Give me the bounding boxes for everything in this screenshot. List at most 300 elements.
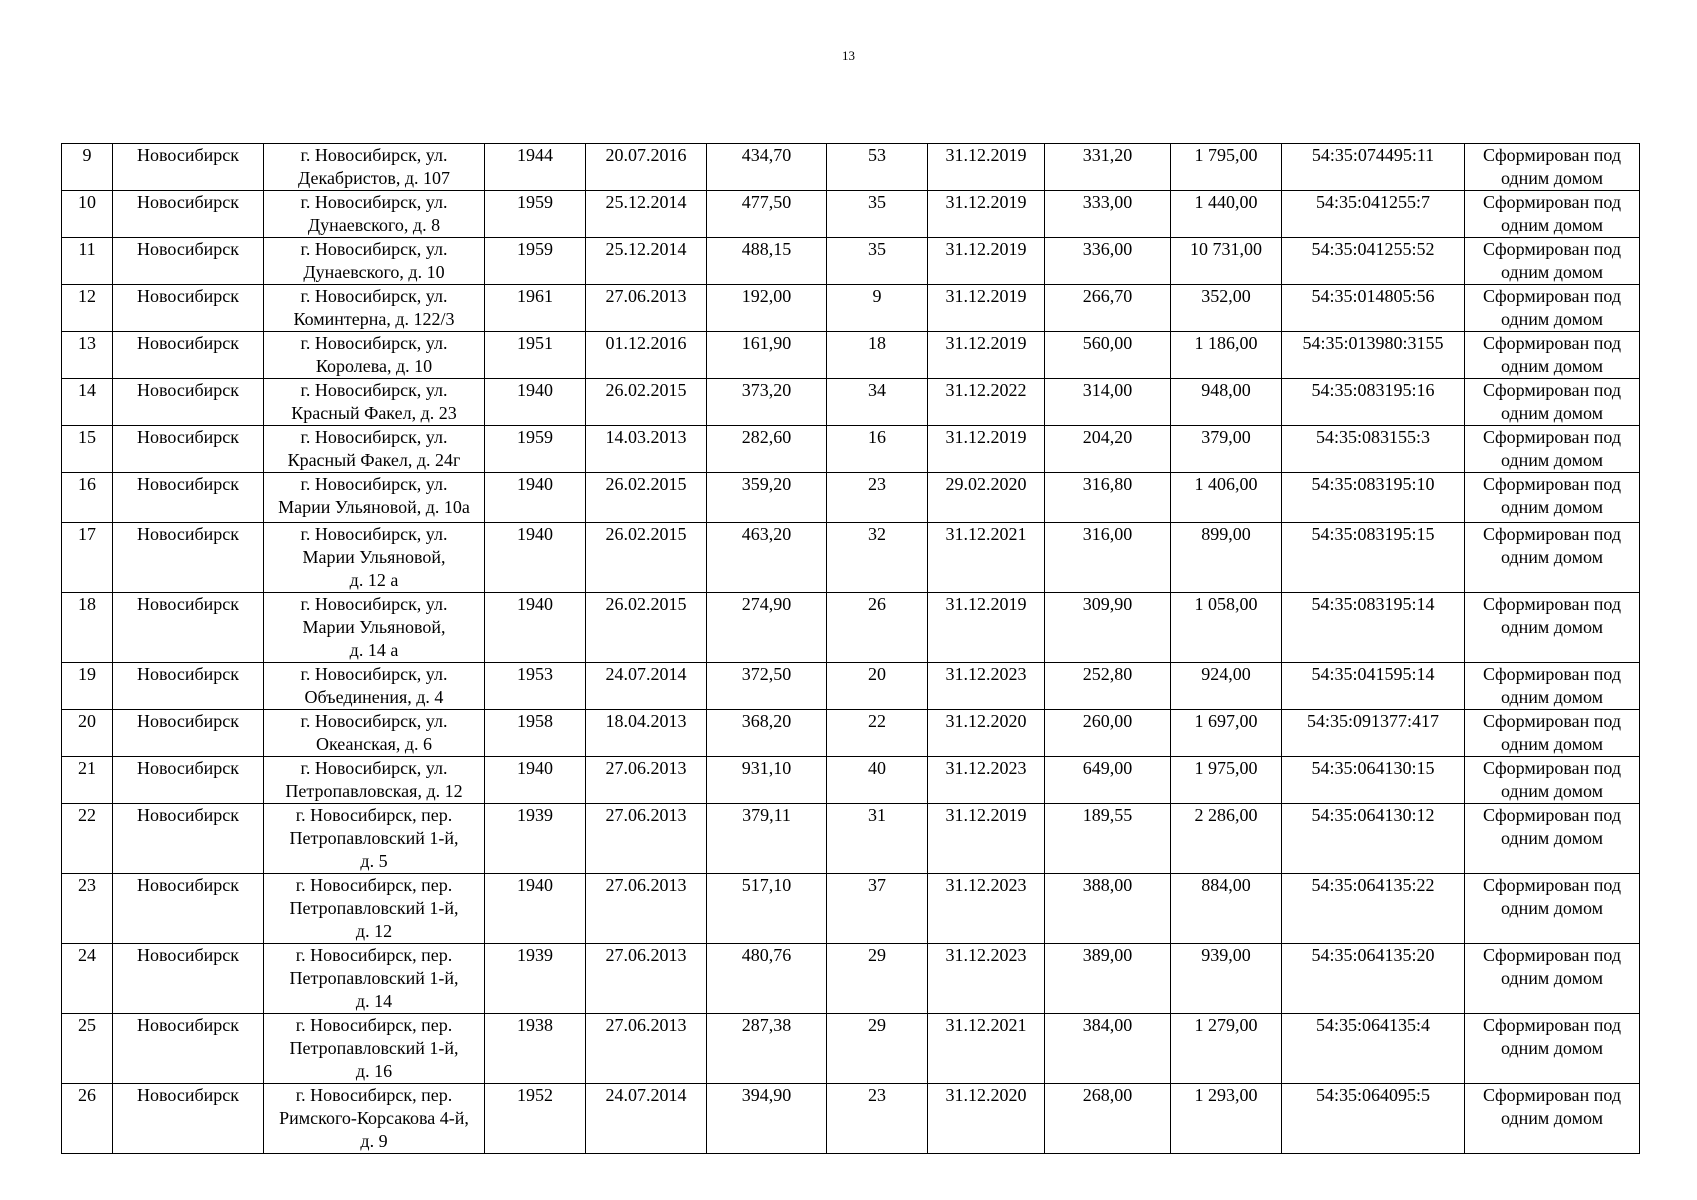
cell-cadastral-number: 54:35:083195:10	[1282, 473, 1465, 523]
cell-land-area: 379,00	[1171, 426, 1282, 473]
cell-address-line: Римского-Корсакова 4-й,	[279, 1108, 469, 1128]
cell-city: Новосибирск	[113, 1014, 264, 1084]
cell-residents: 31	[827, 804, 928, 874]
cell-land-area: 1 293,00	[1171, 1084, 1282, 1154]
cell-residents: 23	[827, 1084, 928, 1154]
cell-status-line: Сформирован под	[1482, 875, 1622, 895]
cell-residents: 26	[827, 593, 928, 663]
cell-cadastral-number: 54:35:064130:15	[1282, 757, 1465, 804]
cell-cadastral-number: 54:35:083195:14	[1282, 593, 1465, 663]
cell-status-line: Сформирован под	[1482, 427, 1622, 447]
cell-deadline: 31.12.2023	[928, 757, 1045, 804]
cell-address-line: г. Новосибирск, ул.	[300, 594, 448, 614]
cell-row-number: 24	[62, 944, 113, 1014]
cell-address	[264, 1014, 485, 1084]
cell-living-area: 260,00	[1045, 710, 1171, 757]
cell-year: 1953	[485, 663, 586, 710]
cell-row-number: 11	[62, 238, 113, 285]
cell-date: 27.06.2013	[586, 804, 707, 874]
cell-status-line: Сформирован под	[1482, 333, 1622, 353]
cell-address-line: г. Новосибирск, ул.	[300, 711, 448, 731]
cell-status-line: одним домом	[1500, 547, 1604, 567]
cell-status	[1465, 523, 1640, 593]
cell-year: 1938	[485, 1014, 586, 1084]
cell-address-line: д. 16	[355, 1061, 393, 1081]
cell-address	[264, 285, 485, 332]
cell-living-area: 252,80	[1045, 663, 1171, 710]
cell-address-line: Океанская, д. 6	[315, 734, 432, 754]
cell-land-area: 884,00	[1171, 874, 1282, 944]
cell-row-number: 15	[62, 426, 113, 473]
cell-address-line: г. Новосибирск, ул.	[300, 758, 448, 778]
cell-row-number: 20	[62, 710, 113, 757]
table-row	[62, 710, 1640, 757]
cell-status-line: Сформирован под	[1482, 239, 1622, 259]
cell-area: 287,38	[707, 1014, 827, 1084]
cell-area: 379,11	[707, 804, 827, 874]
cell-address-line: д. 14	[355, 991, 393, 1011]
cell-status	[1465, 1014, 1640, 1084]
cell-residents: 34	[827, 379, 928, 426]
cell-status-line: одним домом	[1500, 1108, 1604, 1128]
cell-address-line: д. 12 а	[349, 570, 399, 590]
cell-address-line: Объединения, д. 4	[304, 687, 444, 707]
cell-year: 1940	[485, 874, 586, 944]
cell-residents: 35	[827, 191, 928, 238]
cell-deadline: 31.12.2019	[928, 238, 1045, 285]
housing-registry-table	[61, 143, 1640, 1154]
cell-residents: 18	[827, 332, 928, 379]
cell-deadline: 31.12.2019	[928, 426, 1045, 473]
cell-living-area: 314,00	[1045, 379, 1171, 426]
cell-status-line: одним домом	[1500, 828, 1604, 848]
cell-status-line: Сформирован под	[1482, 192, 1622, 212]
cell-area: 394,90	[707, 1084, 827, 1154]
cell-status-line: Сформирован под	[1482, 805, 1622, 825]
cell-address-line: Дунаевского, д. 10	[303, 262, 445, 282]
cell-area: 488,15	[707, 238, 827, 285]
cell-year: 1940	[485, 523, 586, 593]
cell-address	[264, 663, 485, 710]
cell-address	[264, 473, 485, 523]
cell-row-number: 22	[62, 804, 113, 874]
cell-date: 27.06.2013	[586, 874, 707, 944]
cell-date: 01.12.2016	[586, 332, 707, 379]
cell-year: 1959	[485, 191, 586, 238]
cell-status-line: одним домом	[1500, 403, 1604, 423]
cell-address-line: г. Новосибирск, пер.	[295, 945, 453, 965]
cell-address	[264, 191, 485, 238]
page-number: 13	[842, 48, 855, 63]
cell-row-number: 18	[62, 593, 113, 663]
cell-cadastral-number: 54:35:091377:417	[1282, 710, 1465, 757]
cell-address-line: г. Новосибирск, ул.	[300, 664, 448, 684]
table-row	[62, 473, 1640, 523]
cell-status-line: одним домом	[1500, 781, 1604, 801]
cell-status-line: одним домом	[1500, 168, 1604, 188]
cell-address-line: г. Новосибирск, ул.	[300, 192, 448, 212]
cell-status	[1465, 757, 1640, 804]
cell-residents: 23	[827, 473, 928, 523]
cell-residents: 9	[827, 285, 928, 332]
cell-address-line: Марии Ульяновой, д. 10а	[278, 497, 470, 517]
cell-address-line: Петропавловская, д. 12	[285, 781, 463, 801]
cell-address	[264, 379, 485, 426]
table-row	[62, 238, 1640, 285]
cell-area: 480,76	[707, 944, 827, 1014]
cell-cadastral-number: 54:35:064130:12	[1282, 804, 1465, 874]
cell-year: 1951	[485, 332, 586, 379]
cell-residents: 35	[827, 238, 928, 285]
cell-land-area: 1 186,00	[1171, 332, 1282, 379]
cell-city: Новосибирск	[113, 757, 264, 804]
cell-cadastral-number: 54:35:083155:3	[1282, 426, 1465, 473]
cell-city: Новосибирск	[113, 944, 264, 1014]
cell-row-number: 14	[62, 379, 113, 426]
cell-date: 26.02.2015	[586, 473, 707, 523]
cell-status-line: одним домом	[1500, 356, 1604, 376]
cell-land-area: 948,00	[1171, 379, 1282, 426]
cell-date: 25.12.2014	[586, 191, 707, 238]
cell-city: Новосибирск	[113, 191, 264, 238]
cell-date: 24.07.2014	[586, 1084, 707, 1154]
cell-living-area: 309,90	[1045, 593, 1171, 663]
cell-deadline: 31.12.2021	[928, 1014, 1045, 1084]
cell-status-line: Сформирован под	[1482, 524, 1622, 544]
cell-address-line: д. 9	[360, 1131, 388, 1151]
cell-status	[1465, 473, 1640, 523]
cell-deadline: 31.12.2020	[928, 710, 1045, 757]
cell-area: 161,90	[707, 332, 827, 379]
cell-date: 26.02.2015	[586, 593, 707, 663]
cell-cadastral-number: 54:35:013980:3155	[1282, 332, 1465, 379]
table-row	[62, 332, 1640, 379]
table-row	[62, 663, 1640, 710]
cell-deadline: 31.12.2019	[928, 285, 1045, 332]
cell-area: 192,00	[707, 285, 827, 332]
cell-address-line: Петропавловский 1-й,	[289, 828, 459, 848]
cell-area: 931,10	[707, 757, 827, 804]
cell-living-area: 316,00	[1045, 523, 1171, 593]
cell-row-number: 12	[62, 285, 113, 332]
cell-residents: 16	[827, 426, 928, 473]
table-row	[62, 593, 1640, 663]
cell-living-area: 336,00	[1045, 238, 1171, 285]
cell-address-line: д. 5	[360, 851, 388, 871]
cell-living-area: 268,00	[1045, 1084, 1171, 1154]
cell-cadastral-number: 54:35:083195:16	[1282, 379, 1465, 426]
cell-year: 1939	[485, 804, 586, 874]
cell-status	[1465, 426, 1640, 473]
cell-status	[1465, 663, 1640, 710]
cell-cadastral-number: 54:35:064135:4	[1282, 1014, 1465, 1084]
cell-status-line: одним домом	[1500, 617, 1604, 637]
cell-living-area: 389,00	[1045, 944, 1171, 1014]
cell-address-line: Петропавловский 1-й,	[289, 968, 459, 988]
cell-status	[1465, 285, 1640, 332]
cell-deadline: 31.12.2019	[928, 191, 1045, 238]
cell-address-line: д. 12	[355, 921, 393, 941]
cell-city: Новосибирск	[113, 804, 264, 874]
cell-address	[264, 426, 485, 473]
cell-status-line: Сформирован под	[1482, 380, 1622, 400]
cell-address-line: Петропавловский 1-й,	[289, 898, 459, 918]
cell-year: 1959	[485, 238, 586, 285]
cell-area: 274,90	[707, 593, 827, 663]
cell-status	[1465, 804, 1640, 874]
cell-status-line: Сформирован под	[1482, 1015, 1622, 1035]
cell-address-line: Декабристов, д. 107	[297, 168, 450, 188]
cell-address-line: г. Новосибирск, ул.	[300, 524, 448, 544]
cell-status-line: Сформирован под	[1482, 1085, 1622, 1105]
table-row	[62, 757, 1640, 804]
cell-residents: 37	[827, 874, 928, 944]
cell-land-area: 939,00	[1171, 944, 1282, 1014]
cell-address-line: г. Новосибирск, ул.	[300, 474, 448, 494]
cell-address	[264, 523, 485, 593]
cell-address	[264, 1084, 485, 1154]
cell-status-line: одним домом	[1500, 215, 1604, 235]
cell-deadline: 31.12.2019	[928, 804, 1045, 874]
table-row	[62, 1014, 1640, 1084]
cell-cadastral-number: 54:35:064095:5	[1282, 1084, 1465, 1154]
cell-address	[264, 332, 485, 379]
cell-address	[264, 757, 485, 804]
cell-area: 282,60	[707, 426, 827, 473]
cell-status	[1465, 379, 1640, 426]
cell-area: 517,10	[707, 874, 827, 944]
table-row	[62, 944, 1640, 1014]
cell-city: Новосибирск	[113, 379, 264, 426]
cell-row-number: 23	[62, 874, 113, 944]
cell-city: Новосибирск	[113, 710, 264, 757]
cell-cadastral-number: 54:35:064135:22	[1282, 874, 1465, 944]
cell-area: 434,70	[707, 144, 827, 191]
cell-year: 1961	[485, 285, 586, 332]
cell-living-area: 204,20	[1045, 426, 1171, 473]
cell-row-number: 16	[62, 473, 113, 523]
cell-land-area: 1 440,00	[1171, 191, 1282, 238]
cell-address	[264, 238, 485, 285]
cell-address-line: Королева, д. 10	[315, 356, 433, 376]
cell-deadline: 31.12.2022	[928, 379, 1045, 426]
cell-city: Новосибирск	[113, 473, 264, 523]
cell-date: 25.12.2014	[586, 238, 707, 285]
cell-status	[1465, 191, 1640, 238]
registry-body	[62, 144, 1640, 1154]
cell-land-area: 10 731,00	[1171, 238, 1282, 285]
cell-status-line: одним домом	[1500, 898, 1604, 918]
cell-city: Новосибирск	[113, 426, 264, 473]
cell-date: 27.06.2013	[586, 944, 707, 1014]
cell-date: 24.07.2014	[586, 663, 707, 710]
cell-status-line: Сформирован под	[1482, 594, 1622, 614]
cell-address-line: Дунаевского, д. 8	[307, 215, 441, 235]
cell-deadline: 31.12.2023	[928, 944, 1045, 1014]
cell-living-area: 560,00	[1045, 332, 1171, 379]
cell-status-line: Сформирован под	[1482, 286, 1622, 306]
cell-address-line: г. Новосибирск, ул.	[300, 333, 448, 353]
cell-year: 1940	[485, 757, 586, 804]
cell-status-line: одним домом	[1500, 1038, 1604, 1058]
cell-status-line: одним домом	[1500, 450, 1604, 470]
cell-date: 26.02.2015	[586, 523, 707, 593]
cell-residents: 29	[827, 944, 928, 1014]
cell-deadline: 31.12.2023	[928, 663, 1045, 710]
cell-deadline: 31.12.2021	[928, 523, 1045, 593]
cell-city: Новосибирск	[113, 663, 264, 710]
cell-status-line: одним домом	[1500, 687, 1604, 707]
cell-year: 1944	[485, 144, 586, 191]
cell-city: Новосибирск	[113, 593, 264, 663]
cell-cadastral-number: 54:35:083195:15	[1282, 523, 1465, 593]
cell-living-area: 331,20	[1045, 144, 1171, 191]
cell-status-line: одним домом	[1500, 309, 1604, 329]
cell-residents: 22	[827, 710, 928, 757]
cell-address-line: г. Новосибирск, пер.	[295, 1085, 453, 1105]
cell-living-area: 316,80	[1045, 473, 1171, 523]
table-row	[62, 874, 1640, 944]
cell-land-area: 899,00	[1171, 523, 1282, 593]
cell-address	[264, 804, 485, 874]
cell-city: Новосибирск	[113, 1084, 264, 1154]
table-row	[62, 144, 1640, 191]
cell-status	[1465, 874, 1640, 944]
cell-date: 18.04.2013	[586, 710, 707, 757]
cell-land-area: 1 975,00	[1171, 757, 1282, 804]
cell-city: Новосибирск	[113, 332, 264, 379]
cell-year: 1952	[485, 1084, 586, 1154]
cell-address	[264, 874, 485, 944]
cell-status-line: Сформирован под	[1482, 474, 1622, 494]
cell-row-number: 9	[62, 144, 113, 191]
cell-year: 1959	[485, 426, 586, 473]
cell-row-number: 17	[62, 523, 113, 593]
cell-row-number: 26	[62, 1084, 113, 1154]
cell-address-line: Коминтерна, д. 122/3	[293, 309, 455, 329]
cell-status	[1465, 593, 1640, 663]
cell-status	[1465, 944, 1640, 1014]
cell-living-area: 333,00	[1045, 191, 1171, 238]
cell-area: 477,50	[707, 191, 827, 238]
cell-year: 1958	[485, 710, 586, 757]
cell-city: Новосибирск	[113, 285, 264, 332]
cell-deadline: 31.12.2019	[928, 332, 1045, 379]
cell-area: 359,20	[707, 473, 827, 523]
cell-area: 373,20	[707, 379, 827, 426]
cell-cadastral-number: 54:35:041255:52	[1282, 238, 1465, 285]
cell-status-line: одним домом	[1500, 734, 1604, 754]
table-row	[62, 379, 1640, 426]
cell-year: 1940	[485, 593, 586, 663]
cell-date: 20.07.2016	[586, 144, 707, 191]
cell-date: 27.06.2013	[586, 285, 707, 332]
cell-status	[1465, 332, 1640, 379]
cell-city: Новосибирск	[113, 238, 264, 285]
cell-address-line: Красный Факел, д. 23	[291, 403, 457, 423]
cell-land-area: 1 058,00	[1171, 593, 1282, 663]
cell-status-line: одним домом	[1500, 968, 1604, 988]
cell-row-number: 19	[62, 663, 113, 710]
cell-status-line: Сформирован под	[1482, 145, 1622, 165]
cell-cadastral-number: 54:35:041595:14	[1282, 663, 1465, 710]
cell-area: 463,20	[707, 523, 827, 593]
cell-deadline: 31.12.2019	[928, 144, 1045, 191]
cell-address-line: г. Новосибирск, пер.	[295, 805, 453, 825]
cell-address-line: г. Новосибирск, ул.	[300, 145, 448, 165]
cell-cadastral-number: 54:35:041255:7	[1282, 191, 1465, 238]
cell-land-area: 1 406,00	[1171, 473, 1282, 523]
cell-address	[264, 144, 485, 191]
cell-address-line: Петропавловский 1-й,	[289, 1038, 459, 1058]
cell-cadastral-number: 54:35:014805:56	[1282, 285, 1465, 332]
cell-city: Новосибирск	[113, 874, 264, 944]
cell-residents: 53	[827, 144, 928, 191]
cell-row-number: 21	[62, 757, 113, 804]
cell-living-area: 266,70	[1045, 285, 1171, 332]
cell-address-line: г. Новосибирск, ул.	[300, 380, 448, 400]
cell-address-line: г. Новосибирск, пер.	[295, 875, 453, 895]
cell-residents: 40	[827, 757, 928, 804]
cell-living-area: 649,00	[1045, 757, 1171, 804]
cell-land-area: 1 795,00	[1171, 144, 1282, 191]
cell-address-line: г. Новосибирск, ул.	[300, 427, 448, 447]
cell-address-line: г. Новосибирск, пер.	[295, 1015, 453, 1035]
cell-deadline: 31.12.2020	[928, 1084, 1045, 1154]
cell-residents: 32	[827, 523, 928, 593]
cell-address-line: Красный Факел, д. 24г	[287, 450, 461, 470]
cell-deadline: 31.12.2019	[928, 593, 1045, 663]
cell-status-line: Сформирован под	[1482, 945, 1622, 965]
cell-address	[264, 710, 485, 757]
cell-status-line: Сформирован под	[1482, 664, 1622, 684]
cell-address-line: Марии Ульяновой,	[302, 547, 446, 567]
cell-land-area: 1 279,00	[1171, 1014, 1282, 1084]
cell-status-line: Сформирован под	[1482, 758, 1622, 778]
cell-status	[1465, 1084, 1640, 1154]
table-row	[62, 1084, 1640, 1154]
cell-address-line: Марии Ульяновой,	[302, 617, 446, 637]
cell-status-line: одним домом	[1500, 497, 1604, 517]
cell-status-line: одним домом	[1500, 262, 1604, 282]
cell-land-area: 1 697,00	[1171, 710, 1282, 757]
cell-address	[264, 593, 485, 663]
cell-row-number: 13	[62, 332, 113, 379]
table-row	[62, 426, 1640, 473]
cell-city: Новосибирск	[113, 144, 264, 191]
cell-date: 14.03.2013	[586, 426, 707, 473]
table-row	[62, 804, 1640, 874]
cell-date: 27.06.2013	[586, 757, 707, 804]
cell-area: 368,20	[707, 710, 827, 757]
cell-living-area: 189,55	[1045, 804, 1171, 874]
cell-year: 1940	[485, 473, 586, 523]
table-row	[62, 285, 1640, 332]
cell-status	[1465, 144, 1640, 191]
cell-city: Новосибирск	[113, 523, 264, 593]
cell-land-area: 2 286,00	[1171, 804, 1282, 874]
cell-year: 1940	[485, 379, 586, 426]
table-row	[62, 523, 1640, 593]
cell-living-area: 384,00	[1045, 1014, 1171, 1084]
cell-cadastral-number: 54:35:074495:11	[1282, 144, 1465, 191]
cell-status-line: Сформирован под	[1482, 711, 1622, 731]
cell-address-line: г. Новосибирск, ул.	[300, 286, 448, 306]
cell-land-area: 352,00	[1171, 285, 1282, 332]
cell-address	[264, 944, 485, 1014]
cell-date: 27.06.2013	[586, 1014, 707, 1084]
cell-deadline: 31.12.2023	[928, 874, 1045, 944]
